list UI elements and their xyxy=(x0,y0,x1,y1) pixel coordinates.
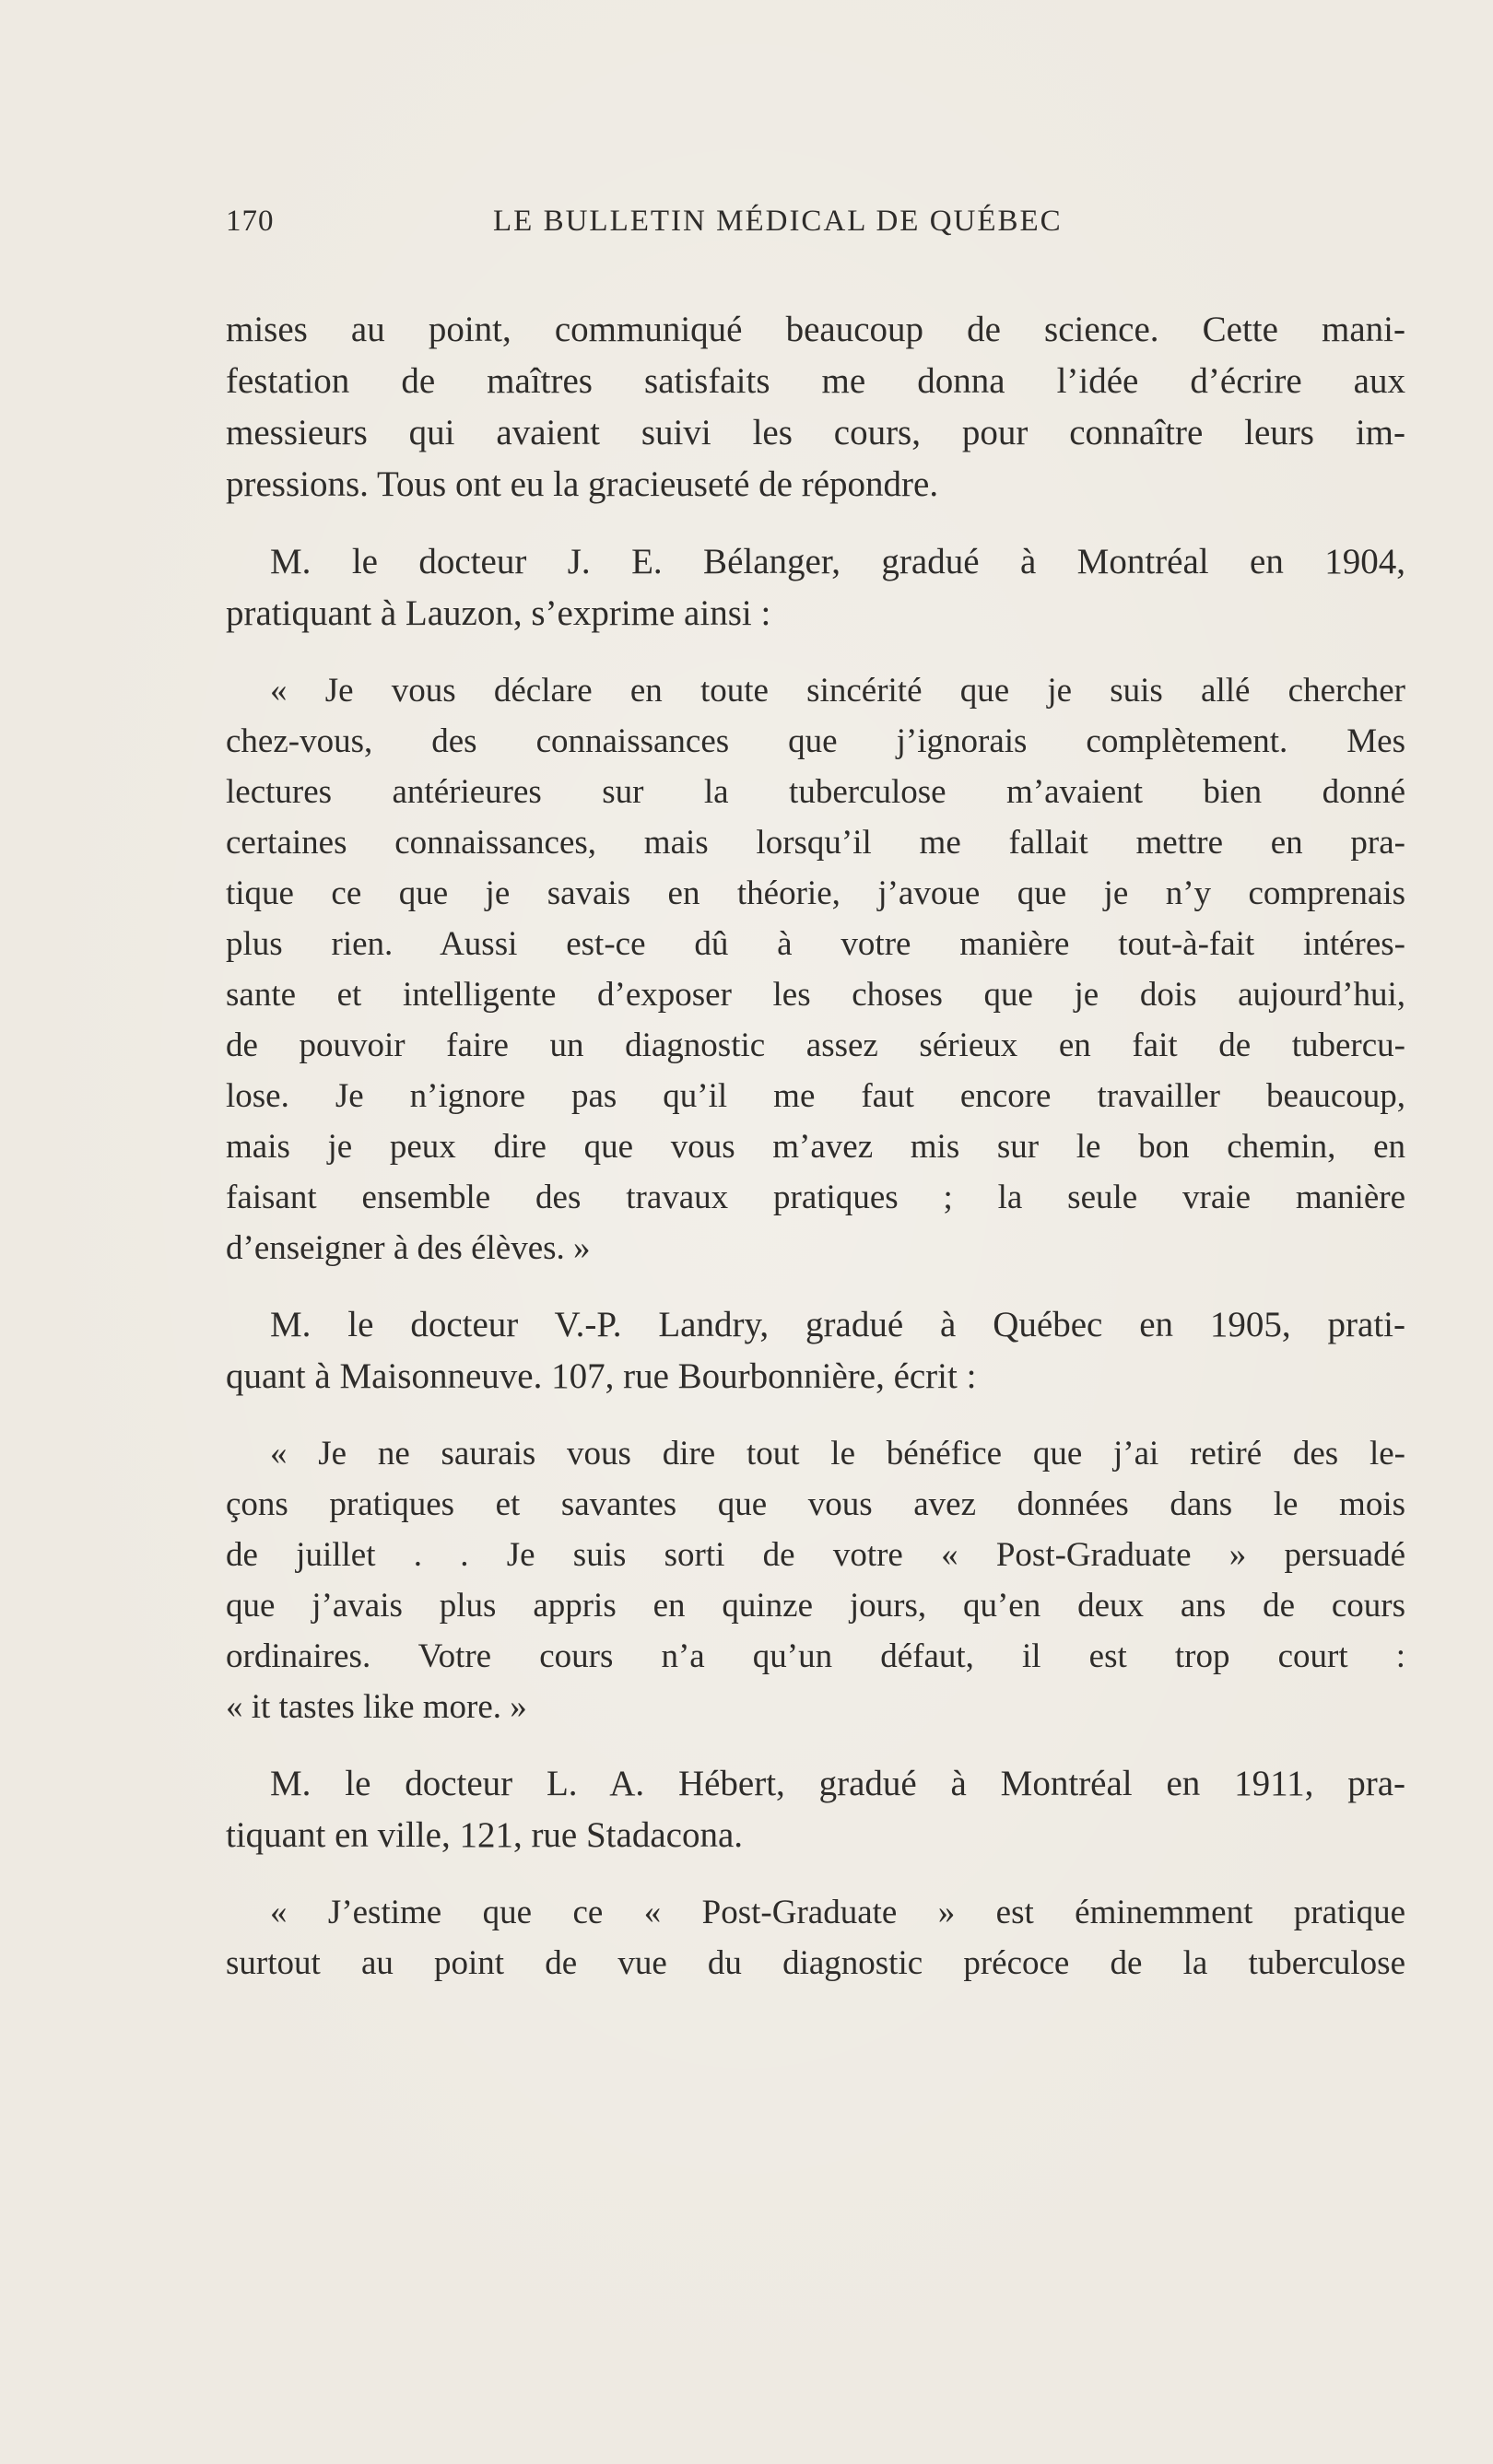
text-line: lose. Je n’ignore pas qu’il me faut encore travailler beaucoup, xyxy=(226,1077,1405,1115)
text-line: mises au point, communiqué beaucoup de science. Cette mani- xyxy=(226,310,1405,349)
text-line: « J’estime que ce « Post-Graduate » est éminemment pratique xyxy=(270,1894,1405,1931)
text-line: tiquant en ville, 121, rue Stadacona. xyxy=(226,1815,744,1855)
running-title: LE BULLETIN MÉDICAL DE QUÉBEC xyxy=(493,205,1063,238)
text-line: surtout au point de vue du diagnostic précoce de la tuberculose xyxy=(226,1944,1405,1982)
paragraph-belanger-quote xyxy=(226,665,1405,1273)
paragraph-landry-quote xyxy=(226,1428,1405,1732)
text-line: quant à Maisonneuve. 107, rue Bourbonnière, écrit : xyxy=(226,1356,977,1396)
text-line: faisant ensemble des travaux pratiques ; la seule vraie manière xyxy=(226,1179,1405,1216)
text-line: plus rien. Aussi est-ce dû à votre manière tout-à-fait intéres- xyxy=(226,925,1405,963)
paragraph-hebert-intro xyxy=(226,1758,1405,1861)
text-line: M. le docteur L. A. Hébert, gradué à Montréal en 1911, pra- xyxy=(270,1764,1405,1803)
text-line: M. le docteur J. E. Bélanger, gradué à Montréal en 1904, xyxy=(270,542,1405,581)
text-line: pratiquant à Lauzon, s’exprime ainsi : xyxy=(226,593,771,633)
paragraph-landry-intro xyxy=(226,1299,1405,1402)
page-number: 170 xyxy=(226,205,275,238)
paragraph-belanger-intro xyxy=(226,536,1405,639)
text-line: de juillet . . Je suis sorti de votre « Post-Graduate » persuadé xyxy=(226,1536,1405,1574)
text-line: M. le docteur V.-P. Landry, gradué à Québec en 1905, prati- xyxy=(270,1305,1405,1344)
text-line: « Je vous déclare en toute sincérité que je suis allé chercher xyxy=(270,672,1405,710)
text-line: pressions. Tous ont eu la gracieuseté de répondre. xyxy=(226,464,939,504)
text-line: mais je peux dire que vous m’avez mis sur le bon chemin, en xyxy=(226,1128,1405,1166)
text-line: chez-vous, des connaissances que j’ignorais complètement. Mes xyxy=(226,722,1405,760)
text-line: çons pratiques et savantes que vous avez données dans le mois xyxy=(226,1485,1405,1523)
text-line: tique ce que je savais en théorie, j’avoue que je n’y comprenais xyxy=(226,874,1405,912)
text-line: « it tastes like more. » xyxy=(226,1688,527,1726)
paragraph-hebert-quote xyxy=(226,1887,1405,1989)
text-line: de pouvoir faire un diagnostic assez sérieux en fait de tubercu- xyxy=(226,1027,1405,1064)
text-line: que j’avais plus appris en quinze jours, qu’en deux ans de cours xyxy=(226,1587,1405,1625)
text-line: messieurs qui avaient suivi les cours, pour connaître leurs im- xyxy=(226,413,1405,452)
text-line: lectures antérieures sur la tuberculose m’avaient bien donné xyxy=(226,773,1405,811)
paragraph-intro xyxy=(226,304,1405,510)
text-line: ordinaires. Votre cours n’a qu’un défaut, il est trop court : xyxy=(226,1637,1405,1675)
text-line: certaines connaissances, mais lorsqu’il me fallait mettre en pra- xyxy=(226,824,1405,862)
text-line: sante et intelligente d’exposer les choses que je dois aujourd’hui, xyxy=(226,976,1405,1014)
text-line: d’enseigner à des élèves. » xyxy=(226,1229,591,1267)
text-line: « Je ne saurais vous dire tout le bénéfice que j’ai retiré des le- xyxy=(270,1435,1405,1473)
page-body xyxy=(226,304,1405,1989)
page-header xyxy=(226,205,1405,241)
text-line: festation de maîtres satisfaits me donna l’idée d’écrire aux xyxy=(226,361,1405,401)
